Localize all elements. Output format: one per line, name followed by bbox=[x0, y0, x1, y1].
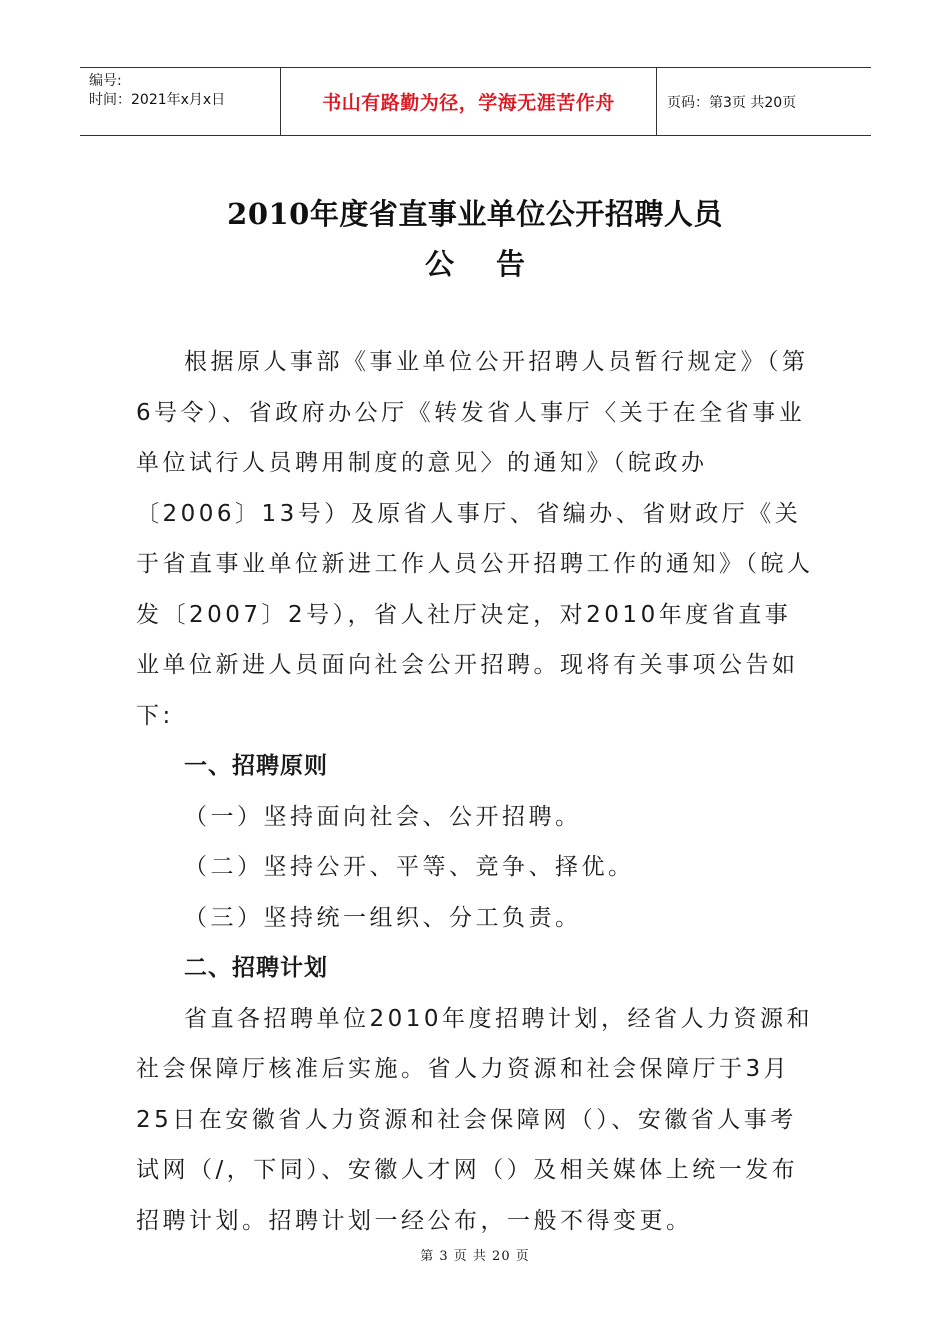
document-body bbox=[136, 337, 816, 1246]
document-subtitle: 公告 bbox=[424, 247, 567, 281]
number-label: 编号: bbox=[89, 73, 122, 89]
header-meta bbox=[80, 68, 281, 135]
plan-paragraph: 省直各招聘单位2010年度招聘计划，经省人力资源和社会保障厅核准后实施。省人力资源和社会保障厅于3月25日在安徽省人力资源和社会保障网（）、安徽省人事考试网（/，下同）、安徽人才网（）及相关媒体上统一发布招聘计划。招聘计划一经公布，一般不得变更。 bbox=[136, 1005, 814, 1234]
header-page-info: 页码：第3页 共20页 bbox=[667, 94, 797, 111]
header-motto: 书山有路勤为径，学海无涯苦作舟 bbox=[281, 68, 657, 135]
principle-item: （二）坚持公开、平等、竞争、择优。 bbox=[184, 854, 635, 880]
time-label: 时间：2021年x月x日 bbox=[89, 92, 226, 108]
document-title: 2010年度省直事业单位公开招聘人员 bbox=[227, 197, 723, 231]
section-heading-plan: 二、招聘计划 bbox=[184, 955, 328, 981]
principle-item: （一）坚持面向社会、公开招聘。 bbox=[184, 803, 582, 830]
header-table bbox=[80, 67, 871, 136]
intro-paragraph: 根据原人事部《事业单位公开招聘人员暂行规定》（第6号令）、省政府办公厅《转发省人事厅〈关于在全省事业单位试行人员聘用制度的意见〉的通知》（皖政办〔2006〕13号）及原省人事厅、省编办、省财政厅《关于省直事业单位新进工作人员公开招聘工作的通知》（皖人发〔2007〕2号），省人社厅决定，对2010年度省直事业单位新进人员面向社会公开招聘。现将有关事项公告如下: bbox=[136, 349, 814, 729]
principle-item: （三）坚持统一组织、分工负责。 bbox=[184, 904, 582, 931]
page-footer: 第 3 页 共 20 页 bbox=[420, 1249, 530, 1264]
section-heading-principles: 一、招聘原则 bbox=[184, 753, 328, 779]
